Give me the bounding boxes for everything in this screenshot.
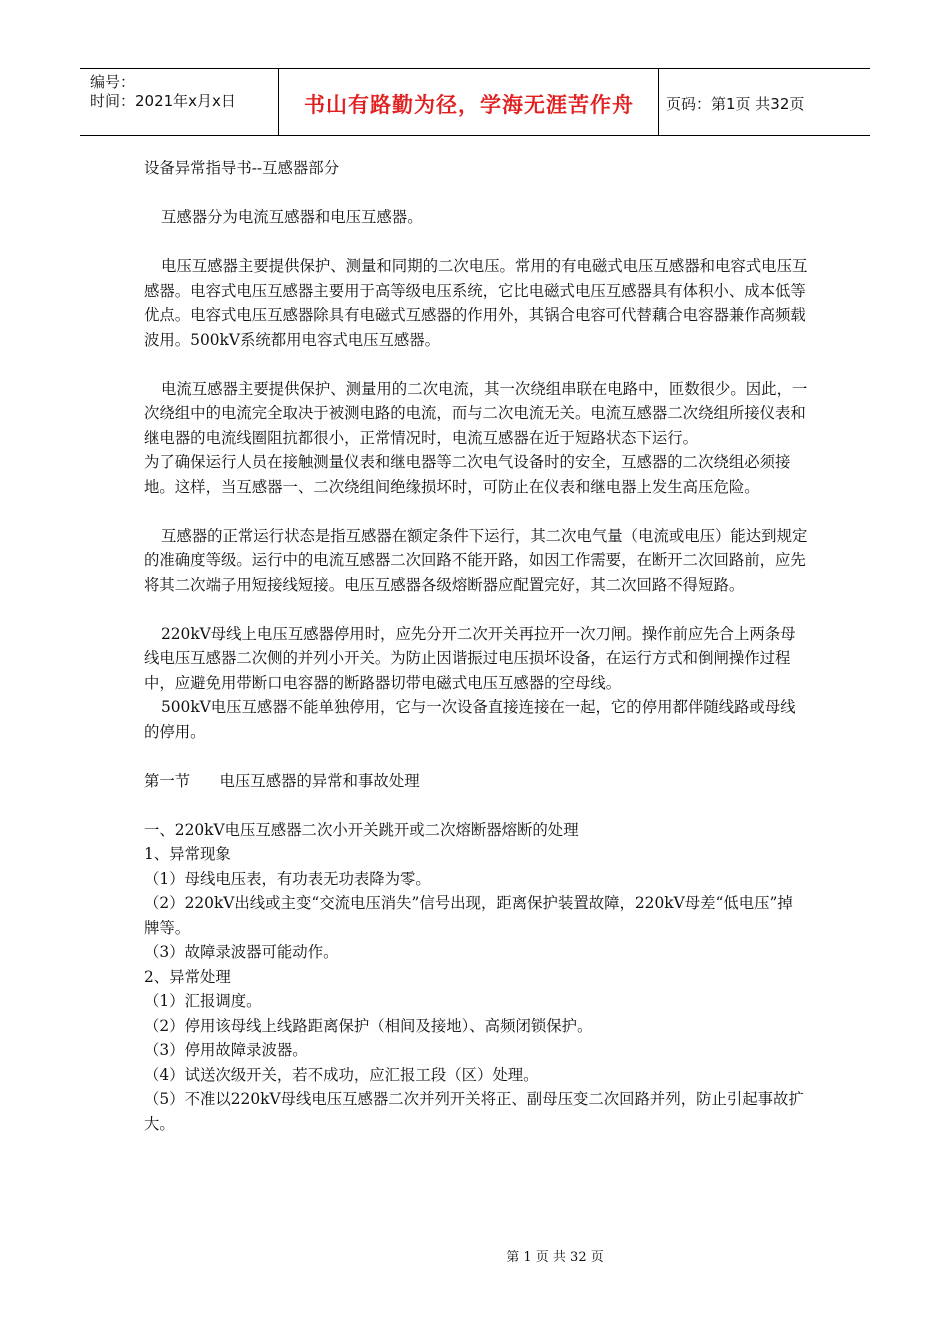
paragraph-current-transformer: 电流互感器主要提供保护、测量用的二次电流，其一次绕组串联在电路中，匝数很少。因此，一次绕组中的电流完全取决于被测电路的电流，而与二次电流无关。电流互感器二次绕组所接仪表和继电器的电流线圈阻抗都很小，正常情况时，电流互感器在近于短路状态下运行。 [144, 379, 808, 447]
time-label: 时间：2021年x月x日 [90, 92, 236, 110]
header-motto: 书山有路勤为径，学海无涯苦作舟 [280, 69, 659, 135]
paragraph-220kv-outage: 220kV母线上电压互感器停用时，应先分开二次开关再拉开一次刀闸。操作前应先合上两条母线电压互感器二次侧的并列小开关。为防止因谐振过电压损坏设备，在运行方式和倒闸操作过程中，应避免用带断口电容器的断路器切带电磁式电压互感器的空母线。 [144, 624, 796, 692]
list-item: （5）不准以220kV母线电压互感器二次并列开关将正、副母压变二次回路并列，防止引起事故扩大。 [144, 1090, 804, 1133]
list-item: （1）母线电压表，有功表无功表降为零。 [144, 869, 431, 888]
list-item: （3）停用故障录波器。 [144, 1041, 308, 1059]
page-footer: 第 1 页 共 32 页 [506, 1250, 604, 1265]
subsection-heading: 一、220kV电压互感器二次小开关跳开或二次熔断器熔断的处理 [144, 820, 579, 839]
page-header [80, 68, 870, 136]
abnormal-handling-heading: 2、异常处理 [144, 967, 231, 986]
document-body [144, 156, 808, 1136]
abnormal-symptoms-heading: 1、异常现象 [144, 845, 231, 863]
list-item: （3）故障录波器可能动作。 [144, 943, 339, 961]
list-item: （4）试送次级开关，若不成功，应汇报工段（区）处理。 [144, 1065, 539, 1084]
header-meta-cell [80, 69, 279, 135]
paragraph-normal-operation: 互感器的正常运行状态是指互感器在额定条件下运行，其二次电气量（电流或电压）能达到规定的准确度等级。运行中的电流互感器二次回路不能开路，如因工作需要，在断开二次回路前，应先将其二次端子用短接线短接。电压互感器各级熔断器应配置完好，其二次回路不得短路。 [144, 526, 808, 594]
paragraph-500kv-outage: 500kV电压互感器不能单独停用，它与一次设备直接连接在一起，它的停用都伴随线路或母线的停用。 [144, 698, 796, 741]
paragraph-intro: 互感器分为电流互感器和电压互感器。 [160, 208, 423, 226]
paragraph-grounding: 为了确保运行人员在接触测量仪表和继电器等二次电气设备时的安全，互感器的二次绕组必须接地。这样，当互感器一、二次绕组间绝缘损坏时，可防止在仪表和继电器上发生高压危险。 [144, 453, 791, 496]
list-item: （2）停用该母线上线路距离保护（相间及接地）、高频闭锁保护。 [144, 1016, 593, 1035]
document-title: 设备异常指导书--互感器部分 [144, 159, 340, 177]
number-label: 编号： [90, 73, 136, 91]
header-page-info: 页码：第1页 共32页 [666, 95, 805, 113]
list-item: （2）220kV出线或主变“交流电压消失”信号出现，距离保护装置故障，220kV母差“低电压”掉牌等。 [144, 894, 793, 937]
section-heading: 第一节 电压互感器的异常和事故处理 [144, 771, 420, 790]
paragraph-voltage-transformer: 电压互感器主要提供保护、测量和同期的二次电压。常用的有电磁式电压互感器和电容式电压互感器。电容式电压互感器主要用于高等级电压系统，它比电磁式电压互感器具有体积小、成本低等优点。电容式电压互感器除具有电磁式互感器的作用外，其锅合电容可代替藕合电容器兼作高频载波用。500kV系统都用电容式电压互感器。 [144, 257, 808, 349]
list-item: （1）汇报调度。 [144, 992, 262, 1010]
